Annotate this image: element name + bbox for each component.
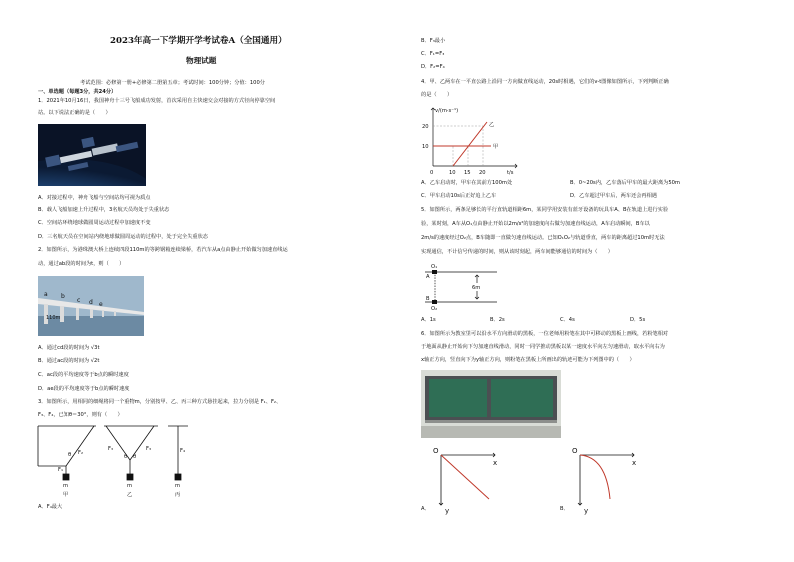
q4-option-a: A．乙车启动时，甲车在其前方100m处 <box>421 180 513 186</box>
exam-info: 考试范围：必修第一册+必修第二册第五章；考试时间：100分钟；分值：100分 <box>80 80 265 86</box>
force-f2-label: F₂ <box>78 450 84 456</box>
q3-option-d: D．F₂=F₄ <box>421 64 445 70</box>
axis-o-b: O <box>572 447 578 455</box>
q5-line-4: 实现通信，不计信号传递的时间，则从该时刻起，两车间能够通信的时间为（ ） <box>421 249 613 255</box>
axis-x-b: x <box>632 459 637 467</box>
label-b-car: B <box>426 296 430 302</box>
section-heading: 一、单选题（每题3分，共24分） <box>38 89 117 95</box>
bridge-photo <box>38 276 144 336</box>
ytick-10: 10 <box>422 144 429 150</box>
label-jia: 甲 <box>493 144 499 150</box>
q6-line-3: x轴正方向，竖直向下为y轴正方向，则粉笔在黑板上所画出的轨迹可能为下列图中的（ ） <box>421 357 635 363</box>
q1-stem-2: 站。以下说法正确的是（ ） <box>38 110 111 116</box>
q5-line-3: 2m/s的速度经过O₂点，B车随即一直做匀速直线运动。已知O₁O₂与轨道垂直，两车的距离超过10m时无法 <box>421 235 665 241</box>
label-o1: O₁ <box>431 264 438 270</box>
q5-option-b: B．2s <box>490 317 505 323</box>
vt-ylabel: v/(m·s⁻¹) <box>435 108 459 114</box>
label-o2: O₂ <box>431 306 438 312</box>
label-yi: 乙 <box>489 122 495 128</box>
track-diagram <box>421 260 501 312</box>
force-f3b-label: F₃ <box>146 446 152 452</box>
q2-stem-2: 动，通过ab段的时间为t，则（ ） <box>38 261 125 267</box>
axis-y-a: y <box>445 507 450 515</box>
xtick-10: 10 <box>449 170 456 176</box>
bridge-label-b: b <box>61 293 65 300</box>
q5-line-2: 验，某时刻，A车从O₁点由静止开始以2m/s²的加速度向右做匀加速直线运动，A车启动瞬间，B车以 <box>421 221 650 227</box>
q3-option-a: A．F₄最大 <box>38 504 63 510</box>
blackboard-photo <box>421 370 561 438</box>
q2-stem-1: 2．如图所示，为港珠澳大桥上连续四段110m的等跨钢箱连续梁桥，若汽车从a点由静止开始做匀加速直线运 <box>38 247 288 253</box>
q4-option-c: C．甲车启动10s后正好追上乙车 <box>421 193 497 199</box>
distance-label: 6m <box>472 285 481 291</box>
bridge-label-c: c <box>77 297 81 304</box>
q5-line-1: 5．如图所示，两条足够长的平行直轨道相距6m，某同学用安装有蓝牙设备的玩具车A、B在轨道上进行实验 <box>421 207 669 213</box>
q2-option-a: A．通过cd段的时间为 √3t <box>38 345 100 351</box>
caption-jia: 甲 <box>63 492 69 498</box>
trajectory-b-curve <box>580 455 610 499</box>
force-diagrams <box>36 424 196 500</box>
bridge-label-a: a <box>44 291 48 298</box>
q1-option-c: C．空间站环绕地球做圆周运动过程中加速度不变 <box>38 220 151 226</box>
mass-label-1: m <box>63 483 69 489</box>
bridge-label-e: e <box>99 301 103 308</box>
q3-option-c: C．F₁=F₃ <box>421 51 445 57</box>
vt-xlabel: t/s <box>507 170 514 176</box>
q6-line-1: 6．如图所示为教室里可以沿水平方向滑动的黑板，一位老师用粉笔在其中可移动的黑板上画线，若粉笔相对 <box>421 331 669 337</box>
axis-x-a: x <box>493 459 498 467</box>
force-f4-label: F₄ <box>180 448 186 454</box>
trajectory-a-line <box>441 455 489 499</box>
q3-option-b: B．F₃最小 <box>421 38 446 44</box>
force-f3-label: F₃ <box>108 446 114 452</box>
subject-title: 物理试题 <box>186 56 217 65</box>
bridge-label-d: d <box>89 299 93 306</box>
trajectory-option-b <box>560 443 640 515</box>
theta-label-2: θ <box>124 454 128 460</box>
q3-stem-1: 3．如图所示，用相同的细绳将同一个重物m，分别按甲、乙、丙三种方式悬挂起来，拉力分别是 F₁、F₂、 <box>38 399 282 405</box>
theta-label-1: θ <box>68 452 72 458</box>
mass-label-2: m <box>127 483 133 489</box>
q5-option-a: A．1s <box>421 317 436 323</box>
vt-graph <box>421 104 521 176</box>
q6-option-b: B． <box>560 506 569 512</box>
line-yi <box>453 122 487 166</box>
xtick-15: 15 <box>464 170 471 176</box>
exam-title: 2023年高一下学期开学考试卷A（全国通用） <box>110 36 287 46</box>
bridge-span-label: 110m <box>46 315 61 321</box>
q4-option-d: D．乙车超过甲车后，两车还会再相遇 <box>570 193 657 199</box>
q4-option-b: B．0~20s内，乙车落后甲车的最大距离为50m <box>570 180 680 186</box>
q3-stem-2: F₃、F₄，已知θ＝30°，则有（ ） <box>38 412 123 418</box>
force-f1-label: F₁ <box>58 467 64 473</box>
q6-option-a: A． <box>421 506 430 512</box>
q4-stem-1: 4．甲、乙两车在一平直公路上沿同一方向做直线运动，20s时相遇，它们的v-t图像如图所示，下列判断正确 <box>421 79 669 85</box>
caption-yi: 乙 <box>127 492 133 498</box>
q2-option-d: D．ae段的平均速度等于b点的瞬时速度 <box>38 386 130 392</box>
mass-label-3: m <box>175 483 181 489</box>
theta-label-3: θ <box>133 454 137 460</box>
caption-bing: 丙 <box>175 492 181 498</box>
q2-option-b: B．通过ac段的时间为 √2t <box>38 358 100 364</box>
trajectory-option-a <box>421 443 501 515</box>
q6-line-2: 于地面从静止开始向下匀加速直线滑动，同时一同学推动黑板以某一速度水平向左匀速滑动，取水平向右为 <box>421 344 665 350</box>
xtick-20: 20 <box>479 170 486 176</box>
axis-o-a: O <box>433 447 439 455</box>
q1-option-a: A．对接过程中，神舟飞船与空间站均可视为质点 <box>38 195 151 201</box>
label-a-car: A <box>426 274 430 280</box>
q2-option-c: C．ac段的平均速度等于b点的瞬时速度 <box>38 372 129 378</box>
ytick-20: 20 <box>422 124 429 130</box>
q1-option-d: D．三名航天员在空间站内绕地球做圆周运动的过程中，处于完全失重状态 <box>38 234 208 240</box>
axis-y-b: y <box>584 507 589 515</box>
q4-stem-2: 的是（ ） <box>421 92 453 98</box>
q5-option-c: C．4s <box>560 317 575 323</box>
q1-option-b: B．载人飞船加速上升过程中，3名航天员均处于失重状态 <box>38 207 170 213</box>
q1-stem-1: 1．2021年10月16日，我国神舟十三号飞船成功发射，首次采用自主快速交会对接的方式径向停靠空间 <box>38 98 276 104</box>
xtick-0: 0 <box>430 170 434 176</box>
space-station-photo <box>38 124 146 186</box>
q5-option-d: D．5s <box>630 317 646 323</box>
